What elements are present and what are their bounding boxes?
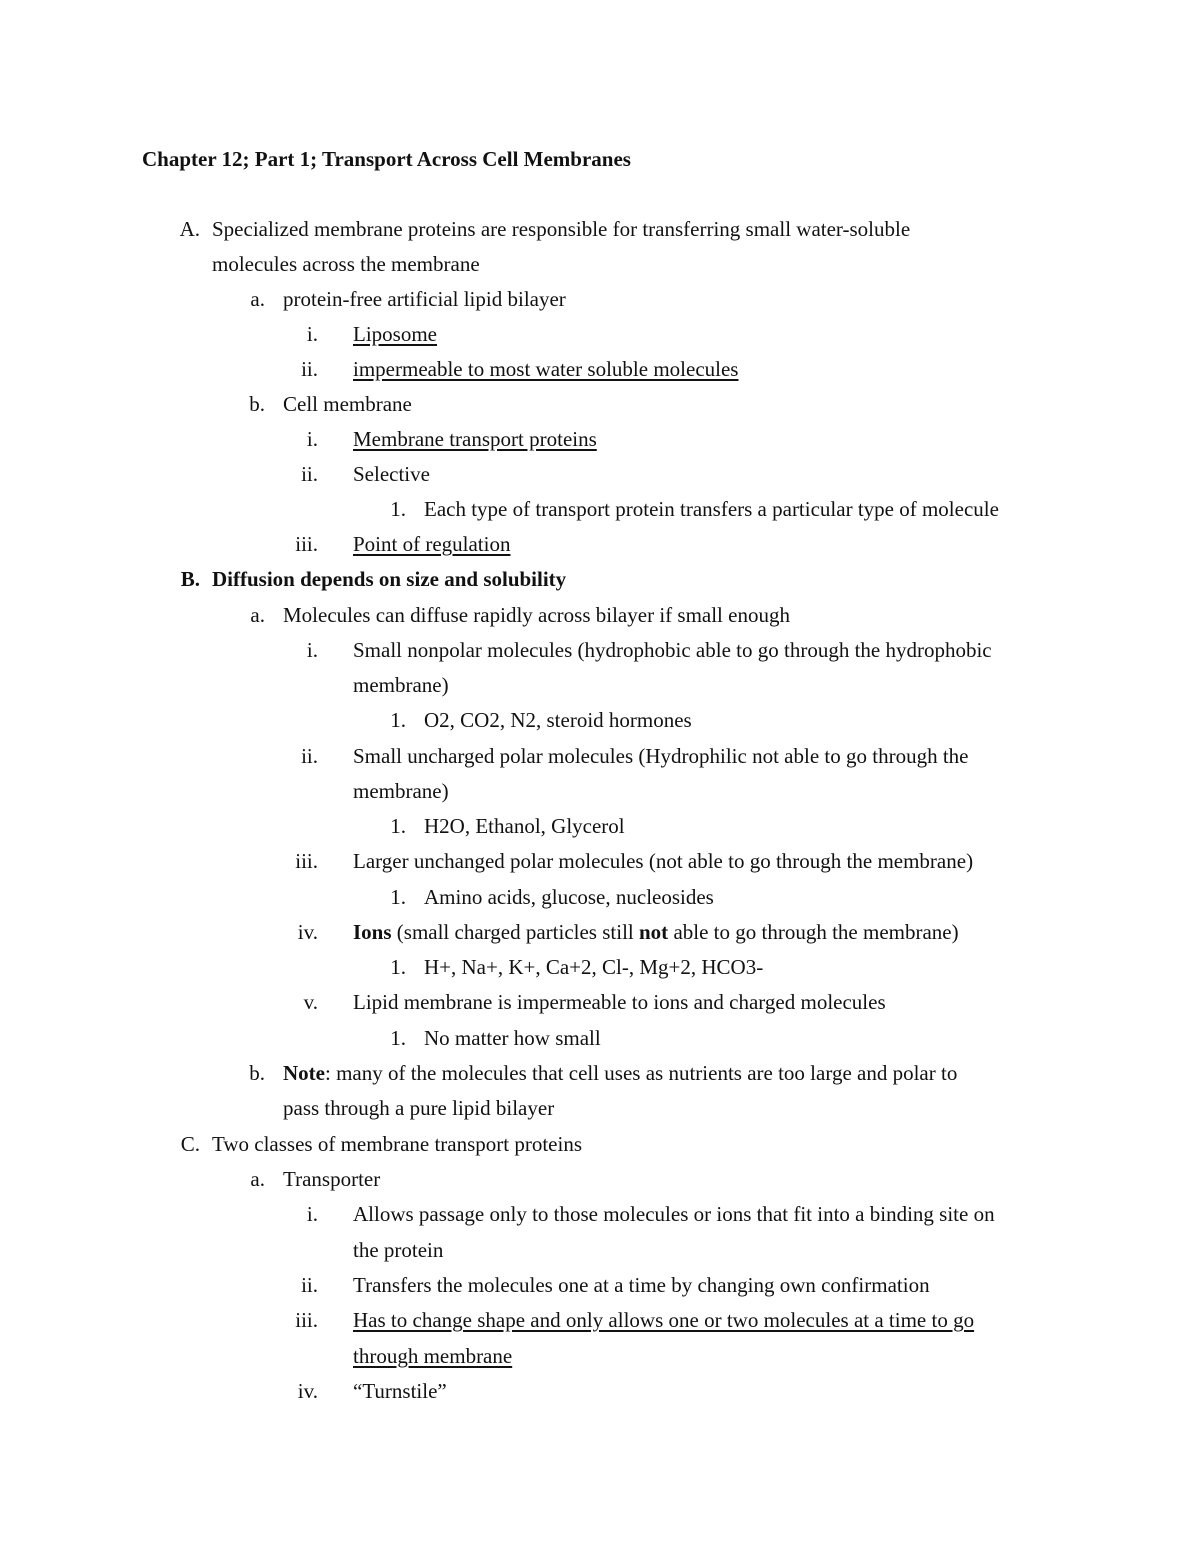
outline-text: Small uncharged polar molecules (Hydrophilic not able to go through the — [353, 744, 969, 768]
outline-text: the protein — [353, 1238, 444, 1262]
outline-text: Liposome — [353, 322, 437, 346]
outline-marker: i. — [306, 322, 318, 346]
outline-text: Two classes of membrane transport proteins — [212, 1132, 583, 1156]
outline-text: H+, Na+, K+, Ca+2, Cl-, Mg+2, HCO3- — [424, 955, 764, 979]
outline-marker: a. — [250, 603, 265, 627]
outline-marker: 1. — [390, 955, 406, 979]
outline-text: Lipid membrane is impermeable to ions and charged molecules — [353, 990, 886, 1014]
outline-text: membrane) — [353, 673, 449, 697]
bold-term: Ions — [353, 920, 392, 944]
outline-text: Specialized membrane proteins are responsible for transferring small water-soluble — [212, 217, 911, 241]
outline-marker: 1. — [390, 814, 406, 838]
page-title: Chapter 12; Part 1; Transport Across Cell Membranes — [142, 147, 631, 171]
outline-text: Cell membrane — [283, 392, 412, 416]
outline-text: Allows passage only to those molecules or ions that fit into a binding site on — [353, 1202, 995, 1226]
outline-marker: i. — [306, 1202, 318, 1226]
outline-text: Membrane transport proteins — [353, 427, 597, 451]
text-run: : many of the molecules that cell uses as nutrients are too large and polar to — [324, 1061, 958, 1085]
outline-text: Diffusion depends on size and solubility — [212, 567, 567, 591]
outline-marker: ii. — [301, 1273, 318, 1297]
outline-text: protein-free artificial lipid bilayer — [283, 287, 566, 311]
outline-text: through membrane — [353, 1344, 513, 1368]
outline-marker: 1. — [390, 708, 406, 732]
outline-marker: iii. — [295, 1308, 318, 1332]
outline-marker: i. — [306, 427, 318, 451]
outline-marker: v. — [303, 990, 318, 1014]
outline-text: Has to change shape and only allows one or two molecules at a time to go — [353, 1308, 975, 1332]
outline-text: Selective — [353, 462, 430, 486]
outline-text: Point of regulation — [353, 532, 511, 556]
outline-marker: b. — [249, 1061, 265, 1085]
bold-term: not — [639, 920, 669, 944]
outline-marker: 1. — [390, 885, 406, 909]
outline-text: Larger unchanged polar molecules (not able to go through the membrane) — [353, 849, 974, 873]
outline-text: Small nonpolar molecules (hydrophobic able to go through the hydrophobic — [353, 638, 992, 662]
outline-text: membrane) — [353, 779, 449, 803]
outline-text: H2O, Ethanol, Glycerol — [424, 814, 625, 838]
outline-text: “Turnstile” — [353, 1379, 447, 1403]
outline-text: Each type of transport protein transfers a particular type of molecule — [424, 497, 999, 521]
outline-marker: ii. — [301, 462, 318, 486]
outline-marker: iv. — [297, 920, 318, 944]
outline-text: Transporter — [283, 1167, 381, 1191]
outline-text: Molecules can diffuse rapidly across bilayer if small enough — [283, 603, 790, 627]
outline-text: O2, CO2, N2, steroid hormones — [424, 708, 692, 732]
outline-text: Transfers the molecules one at a time by changing own confirmation — [353, 1273, 930, 1297]
outline-marker: 1. — [390, 1026, 406, 1050]
outline-marker: ii. — [301, 357, 318, 381]
outline-marker: ii. — [301, 744, 318, 768]
outline-text — [353, 915, 959, 950]
outline-marker: a. — [250, 287, 265, 311]
outline-marker: a. — [250, 1167, 265, 1191]
outline-text: impermeable to most water soluble molecules — [353, 357, 739, 381]
text-run: (small charged particles still — [391, 920, 639, 944]
outline-marker: b. — [249, 392, 265, 416]
outline-marker: 1. — [390, 497, 406, 521]
outline-marker: iii. — [295, 849, 318, 873]
outline-text: No matter how small — [424, 1026, 601, 1050]
outline-marker: iv. — [297, 1379, 318, 1403]
outline-marker: B. — [180, 567, 200, 591]
text-run: able to go through the membrane) — [668, 920, 959, 944]
bold-term: Note — [283, 1061, 325, 1085]
outline-text — [283, 1056, 957, 1091]
outline-marker: i. — [306, 638, 318, 662]
outline-marker: A. — [179, 217, 200, 241]
outline-text: molecules across the membrane — [212, 252, 480, 276]
outline-marker: iii. — [295, 532, 318, 556]
outline-text: pass through a pure lipid bilayer — [283, 1096, 555, 1120]
outline-marker: C. — [180, 1132, 200, 1156]
outline-text: Amino acids, glucose, nucleosides — [424, 885, 714, 909]
